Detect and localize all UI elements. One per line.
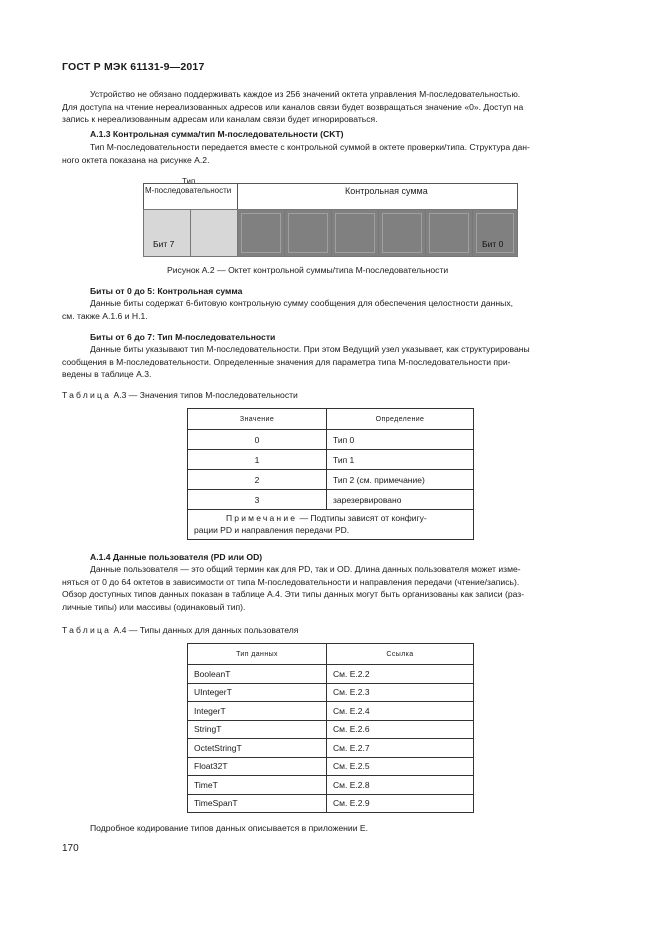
note-text-line2: рации PD и направления передачи PD. [194,524,350,535]
table-cell: 0 [188,430,327,450]
text-line: Обзор доступных типов данных показан в таблице А.4. Эти типы данных могут быть организованы как записи (раз- [62,589,525,600]
note-text: — Подтипы зависят от конфигу- [297,513,427,523]
text-line: няться от 0 до 64 октетов в зависимости от типа М-последовательности и направления передачи (чтение/запись). [62,576,520,587]
text-line: личные типы) или массивы (одинаковый тип). [62,601,246,612]
table-header-cell: Тип данных [188,644,327,665]
table-row [188,702,474,721]
table-row [188,430,474,450]
table-cell: См. Е.2.3 [327,683,474,702]
table-caption-text: А.3 — Значения типов М-последовательности [111,390,298,400]
bits-6-7-paragraph [62,343,599,381]
table-row [188,450,474,470]
bit-0-label: Бит 0 [482,239,504,249]
table-cell: UIntegerT [188,683,327,702]
text-line: ведены в таблице А.3. [62,369,152,380]
table-a3-caption [62,390,298,400]
table-cell: См. Е.2.9 [327,794,474,813]
table-row [188,490,474,510]
bit-4-cell [284,209,332,257]
bit-7-cell [143,209,191,257]
document-header: ГОСТ Р МЭК 61131-9—2017 [62,61,205,73]
table-note-row [188,510,474,540]
text-line: Данные пользователя — это общий термин как для PD, так и OD. Длина данных пользователя может изме- [90,564,521,574]
table-cell: StringT [188,720,327,739]
text-line: Данные биты указывают тип М-последовательности. При этом Ведущий узел указывает, как структурированы [90,344,530,354]
bit-6-cell [190,209,238,257]
table-header-cell: Значение [188,409,327,430]
table-cell: См. Е.2.7 [327,739,474,758]
table-a4-caption [62,625,298,635]
a13-paragraph [62,141,599,166]
table-row [188,776,474,795]
figure-type-bracket [143,183,238,210]
table-cell: См. Е.2.4 [327,702,474,721]
bits-0-5-heading: Биты от 0 до 5: Контрольная сумма [90,286,243,296]
table-cell: TimeT [188,776,327,795]
page-number: 170 [62,843,79,854]
text-line: ного октета показана на рисунке А.2. [62,154,210,165]
figure-checksum-label: Контрольная сумма [345,186,428,196]
bits-0-5-paragraph [62,297,599,322]
bit-1-cell [425,209,473,257]
table-row [188,794,474,813]
table-cell: См. Е.2.8 [327,776,474,795]
section-heading-a13: A.1.3 Контрольная сумма/тип М-последовательности (CKT) [90,129,344,139]
note-prefix: Примечание [226,513,298,523]
table-cell: См. Е.2.5 [327,757,474,776]
table-caption-prefix: Таблица [62,390,112,400]
table-row [188,683,474,702]
table-caption-prefix: Таблица [62,625,112,635]
figure-caption: Рисунок А.2 — Октет контрольной суммы/типа М-последовательности [167,265,449,275]
table-cell: BooleanT [188,665,327,684]
table-cell: Тип 1 [327,450,474,470]
figure-type-label-line1: Тип [182,177,196,186]
table-cell: 1 [188,450,327,470]
a14-paragraph [62,563,599,613]
figure-checksum-bracket [237,183,518,210]
bit-0-cell [472,209,518,257]
section-heading-a14: A.1.4 Данные пользователя (PD или OD) [90,552,263,562]
table-cell: См. Е.2.6 [327,720,474,739]
figure-type-label-line2: М-последовательности [145,186,232,195]
table-note [188,510,474,540]
table-cell: Тип 0 [327,430,474,450]
text-line: Устройство не обязано поддерживать каждое из 256 значений октета управления М-последовательностью. [90,89,521,99]
table-a4 [187,643,474,813]
text-line: см. также А.1.6 и Н.1. [62,310,148,321]
table-header-cell: Ссылка [327,644,474,665]
table-header-cell: Определение [327,409,474,430]
table-cell: зарезервировано [327,490,474,510]
bit-2-cell [378,209,426,257]
table-cell: См. Е.2.2 [327,665,474,684]
table-a3 [187,408,474,540]
table-cell: Float32T [188,757,327,776]
bit-5-cell [237,209,285,257]
table-cell: 3 [188,490,327,510]
table-row [188,739,474,758]
text-line: запись к нереализованным адресам или каналам связи будет игнорироваться. [62,114,378,125]
text-line: Данные биты содержат 6-битовую контрольную сумму сообщения для обеспечения целостности данных, [90,298,514,308]
table-cell: TimeSpanT [188,794,327,813]
bit-3-cell [331,209,379,257]
bit-7-label: Бит 7 [153,239,175,249]
table-cell: OctetStringT [188,739,327,758]
text-line: сообщения в М-последовательности. Определенные значения для параметра типа М-последовательности при- [62,356,511,367]
table-row [188,470,474,490]
intro-paragraph [62,88,599,126]
table-row [188,757,474,776]
table-row [188,665,474,684]
table-caption-text: А.4 — Типы данных для данных пользователя [111,625,299,635]
table-row [188,720,474,739]
final-paragraph: Подробное кодирование типов данных описывается в приложении Е. [90,823,368,833]
text-line: Тип М-последовательности передается вместе с контрольной суммой в октете проверки/типа. Структура дан- [90,142,530,152]
table-cell: 2 [188,470,327,490]
text-line: Для доступа на чтение нереализованных адресов или каналов связи будет возвращаться значение «0». Доступ на [62,101,524,112]
table-cell: Тип 2 (см. примечание) [327,470,474,490]
table-cell: IntegerT [188,702,327,721]
bits-6-7-heading: Биты от 6 до 7: Тип М-последовательности [90,332,276,342]
